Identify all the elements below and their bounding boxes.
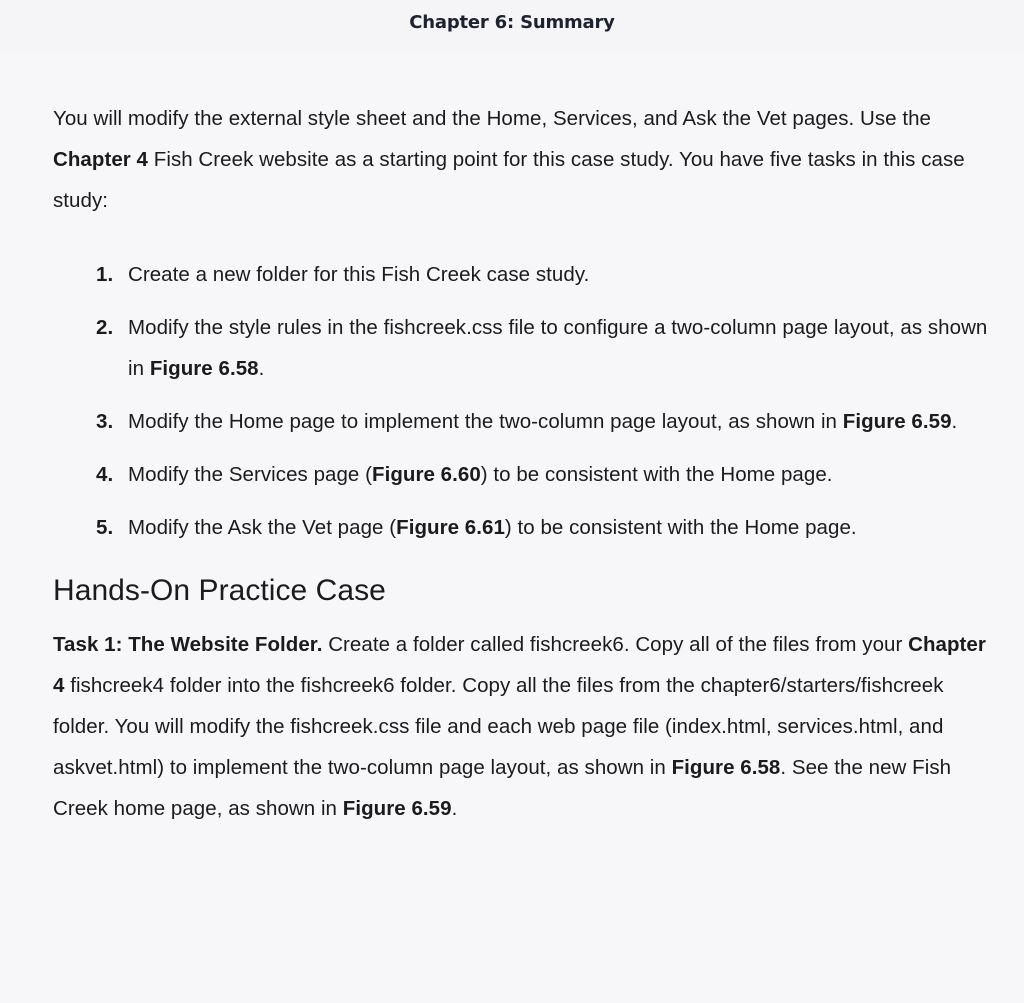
list-item-number: 5.	[96, 516, 114, 539]
section-heading: Hands-On Practice Case	[53, 574, 386, 607]
page-title: Chapter 6: Summary	[409, 12, 615, 33]
list-item: 1. Create a new folder for this Fish Creek case study.	[96, 254, 998, 295]
list-item: 4. Modify the Services page (Figure 6.60) to be consistent with the Home page.	[96, 454, 998, 495]
list-item-number: 3.	[96, 410, 114, 433]
intro-paragraph: You will modify the external style sheet and the Home, Services, and Ask the Vet pages. Use the Chapter 4 Fish Creek website as a starting point for this case study. You have five tasks in this case study:	[53, 107, 965, 212]
list-item: 5. Modify the Ask the Vet page (Figure 6.61) to be consistent with the Home page.	[96, 507, 998, 548]
list-item: 3. Modify the Home page to implement the two-column page layout, as shown in Figure 6.59.	[96, 401, 998, 442]
list-item-number: 4.	[96, 463, 114, 486]
list-item-number: 2.	[96, 316, 114, 339]
list-item: 2. Modify the style rules in the fishcreek.css file to configure a two-column page layout, as shown in Figure 6.58.	[96, 307, 998, 389]
page-header	[0, 0, 1024, 52]
task1-paragraph: Task 1: The Website Folder. Create a folder called fishcreek6. Copy all of the files from your Chapter 4 fishcreek4 folder into the fishcreek6 folder. Copy all the files from the chapter6/starters/fishcreek folder. You will modify the fishcreek.css file and each web page file (index.html, services.html, and askvet.html) to implement the two-column page layout, as shown in Figure 6.58. See the new Fish Creek home page, as shown in Figure 6.59.	[53, 633, 986, 820]
task-list	[53, 254, 998, 548]
document-body	[53, 98, 998, 829]
list-item-number: 1.	[96, 263, 114, 286]
